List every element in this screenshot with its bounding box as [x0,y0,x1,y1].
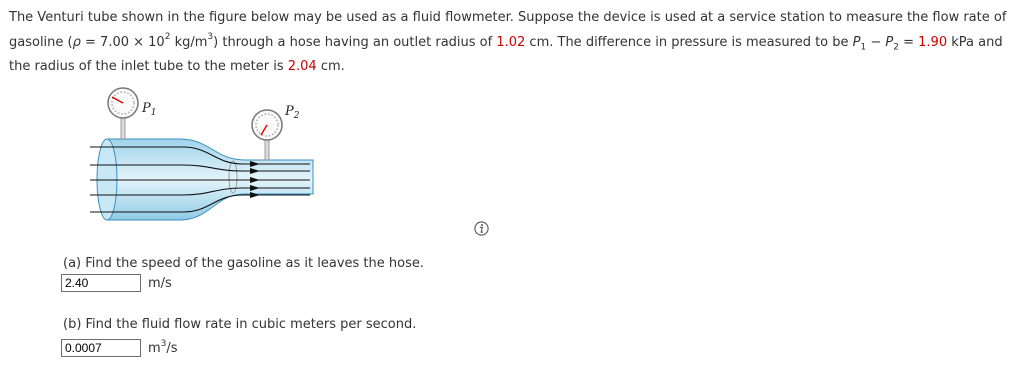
venturi-tube-figure [85,85,325,235]
part-a-unit: m/s [148,276,172,291]
problem-statement: The Venturi tube shown in the figure below may be used as a fluid flowmeter. Suppose the device is used at a service station to measure the flow rate of gasoline ($\rho = 7.00 \times 10^2$ $kg/m^3$) through a hose having an outlet radius of 1.02 cm. The difference in pressure is measured to be $P_1 - P_2 = 1.90$ kPa and the radius of the inlet tube to the meter is 2.04 cm. [9,10,1007,74]
gauge2-stem [265,138,269,160]
gauge2-label: $P_2$ [285,104,300,121]
outlet-radius-value: 1.02 [496,34,526,50]
gauge1-label: $P_1$ [142,101,157,118]
pressure-difference-value: 1.90 [918,34,948,50]
part-a-question: (a) Find the speed of the gasoline as it leaves the hose. [63,256,424,271]
inlet-radius-value: 2.04 [287,59,317,74]
info-icon[interactable] [474,221,489,236]
part-b-unit: $m^3/s$ [148,338,178,356]
part-b-question: (b) Find the fluid flow rate in cubic meters per second. [63,317,417,332]
part-a-answer-input[interactable] [61,274,141,292]
part-b-answer-input[interactable] [61,339,141,357]
